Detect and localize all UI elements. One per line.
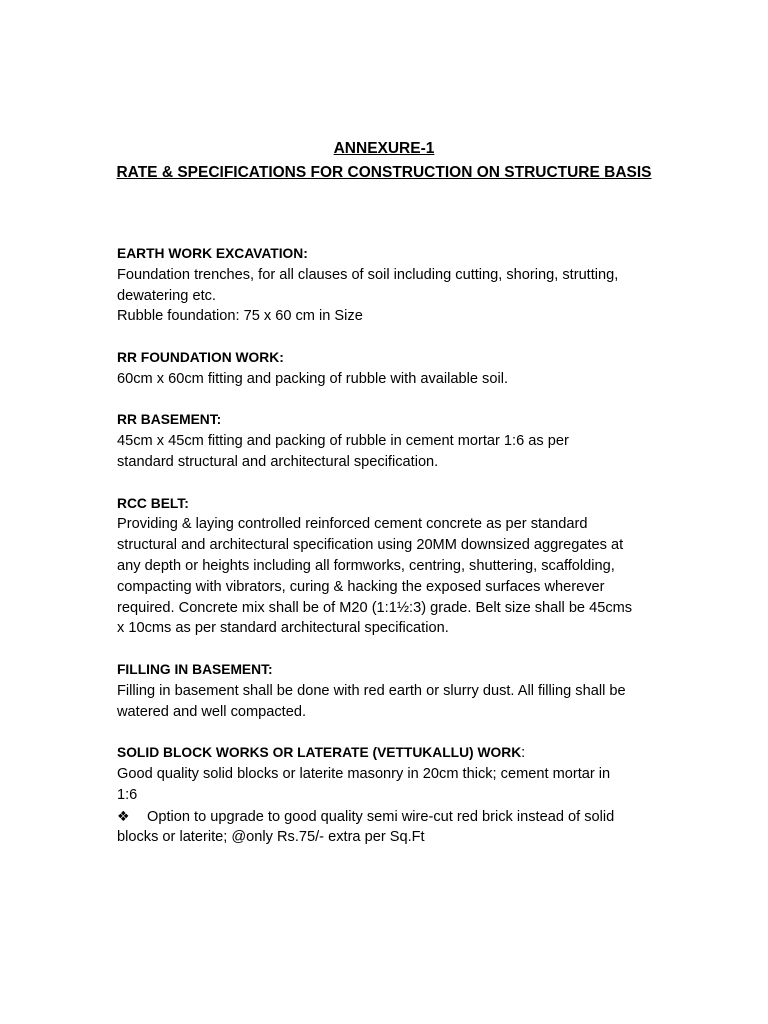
section-rr-basement (117, 410, 662, 472)
title-block (0, 137, 768, 185)
body-text-line: compacting with vibrators, curing & hacking the exposed surfaces wherever (117, 578, 605, 595)
body-text-line: dewatering etc. (117, 287, 216, 304)
section-filling-basement (117, 660, 662, 722)
body-text-line: any depth or heights including all formworks, centring, shuttering, scaffolding, (117, 557, 615, 574)
section-heading (117, 743, 662, 764)
section-heading: FILLING IN BASEMENT: (117, 661, 273, 677)
body-text-line: Providing & laying controlled reinforced cement concrete as per standard (117, 516, 588, 533)
document-body (117, 244, 662, 869)
section-solid-block (117, 743, 662, 848)
section-heading: RR FOUNDATION WORK: (117, 349, 284, 365)
body-text-line: 1:6 (117, 786, 138, 803)
section-heading-colon: : (521, 745, 526, 762)
body-text-line: structural and architectural specification using 20MM downsized aggregates at (117, 537, 624, 554)
section-rr-foundation (117, 348, 662, 390)
body-text-line: Filling in basement shall be done with red earth or slurry dust. All filling shall be (117, 682, 626, 699)
body-text-line: 45cm x 45cm fitting and packing of rubble in cement mortar 1:6 as per (117, 433, 569, 450)
section-rcc-belt (117, 494, 662, 640)
body-text-line: watered and well compacted. (117, 703, 307, 720)
bullet-text-line: Option to upgrade to good quality semi wire-cut red brick instead of solid (147, 808, 615, 825)
body-text-line: standard structural and architectural specification. (117, 453, 439, 470)
section-heading: RCC BELT: (117, 495, 189, 511)
diamond-bullet-icon: ❖ (117, 807, 130, 824)
body-text-line: Foundation trenches, for all clauses of soil including cutting, shoring, strutting, (117, 266, 619, 283)
bullet-item (117, 806, 662, 828)
section-earth-work (117, 244, 662, 327)
annexure-title: ANNEXURE-1 (333, 140, 435, 157)
body-text-line: x 10cms as per standard architectural specification. (117, 620, 449, 637)
body-text-line: 60cm x 60cm fitting and packing of rubble with available soil. (117, 370, 508, 387)
section-heading: EARTH WORK EXCAVATION: (117, 246, 308, 261)
body-text-line: Good quality solid blocks or laterite masonry in 20cm thick; cement mortar in (117, 765, 611, 782)
bullet-text-line: blocks or laterite; @only Rs.75/- extra per Sq.Ft (117, 829, 425, 846)
body-text-line: required. Concrete mix shall be of M20 (1:1½:3) grade. Belt size shall be 45cms (117, 599, 633, 616)
section-heading-text: SOLID BLOCK WORKS OR LATERATE (VETTUKALLU) WORK (117, 745, 522, 761)
section-heading: RR BASEMENT: (117, 412, 222, 428)
document-title: RATE & SPECIFICATIONS FOR CONSTRUCTION ON STRUCTURE BASIS (116, 164, 652, 181)
body-text-line: Rubble foundation: 75 x 60 cm in Size (117, 308, 363, 325)
